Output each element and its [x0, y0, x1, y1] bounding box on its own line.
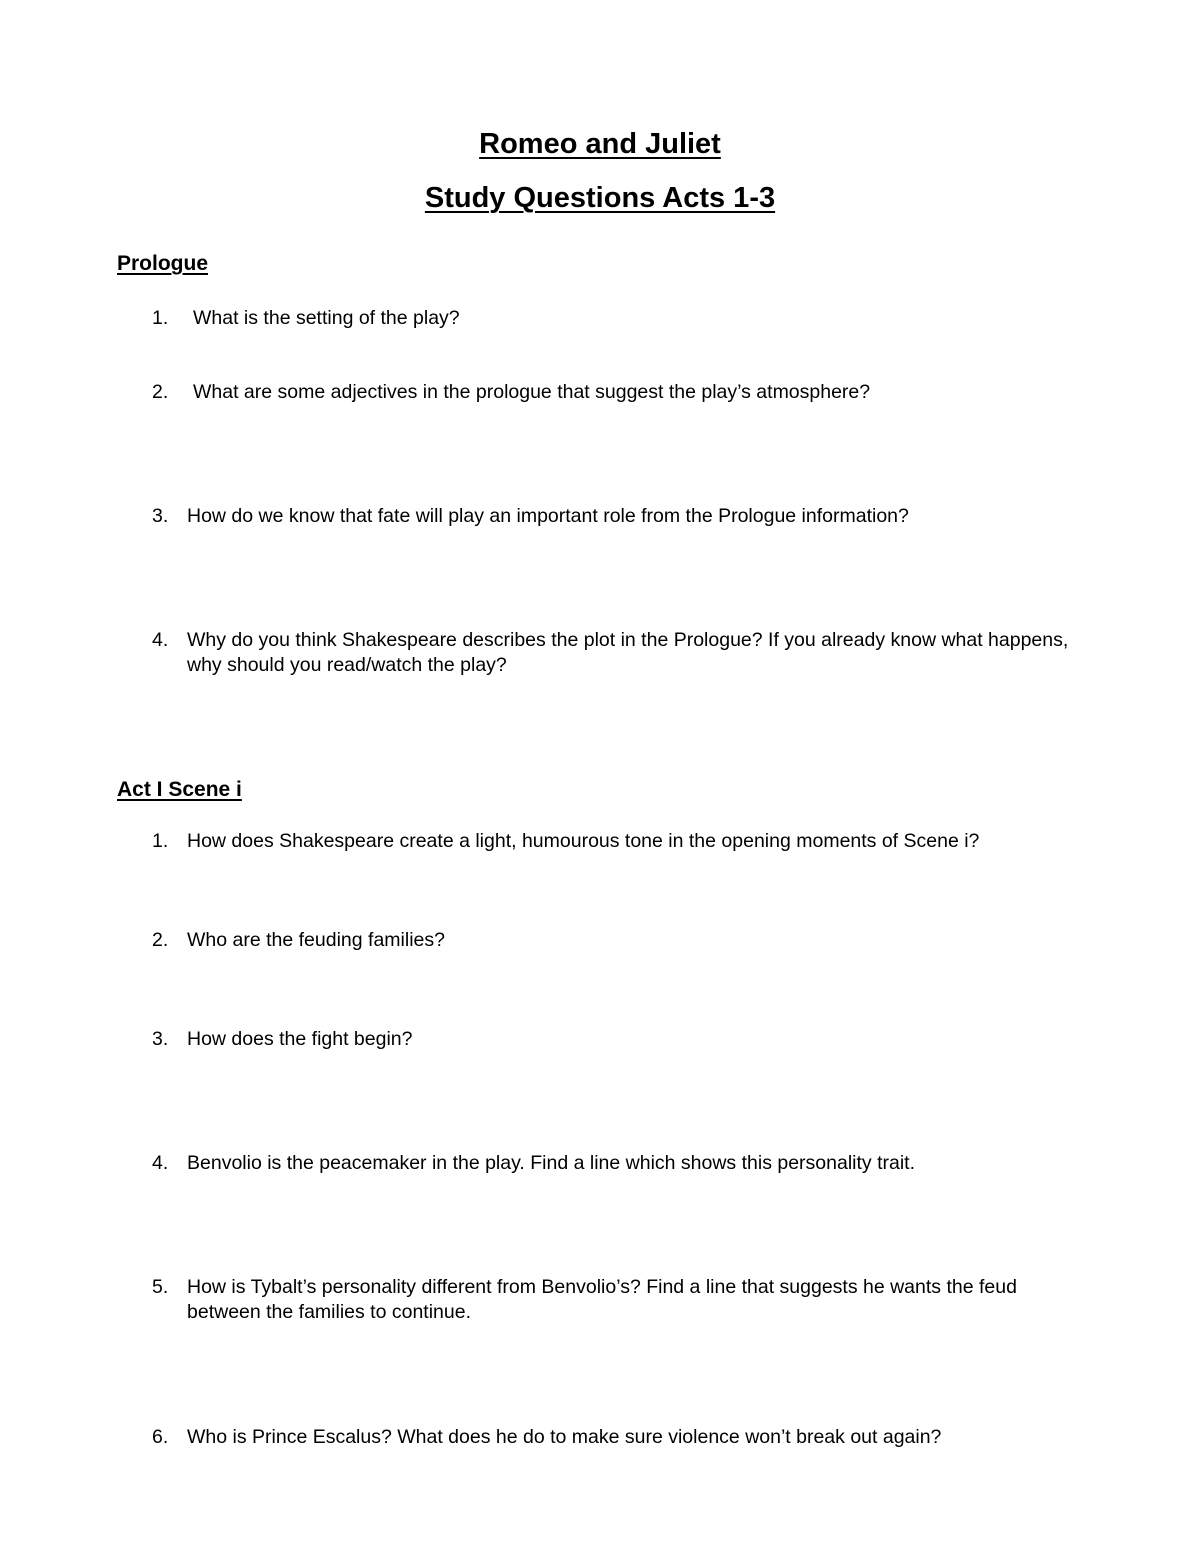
question-number: 5.: [152, 1276, 169, 1298]
question-text: What are some adjectives in the prologue that suggest the play’s atmosphere?: [193, 381, 871, 403]
question-text: How is Tybalt’s personality different from Benvolio’s? Find a line that suggests he wants the feud between the families to continue.: [187, 1276, 1017, 1323]
document-title: Romeo and Juliet: [479, 128, 721, 160]
question-text: Why do you think Shakespeare describes the plot in the Prologue? If you already know what happens, why should you read/watch the play?: [187, 629, 1069, 676]
question-number: 6.: [152, 1426, 169, 1448]
question-text: How do we know that fate will play an important role from the Prologue information?: [187, 505, 909, 527]
document-subtitle: Study Questions Acts 1-3: [424, 182, 776, 214]
section-heading-act-1-scene-1: Act I Scene i: [117, 778, 242, 801]
question-text: How does the fight begin?: [187, 1028, 413, 1050]
question-number: 3.: [152, 505, 169, 527]
question-text: How does Shakespeare create a light, humourous tone in the opening moments of Scene i?: [187, 830, 980, 852]
question-number: 2.: [152, 929, 169, 951]
section-heading-prologue: Prologue: [117, 252, 209, 275]
question-text: Who is Prince Escalus? What does he do to make sure violence won’t break out again?: [187, 1426, 942, 1448]
question-text: What is the setting of the play?: [193, 307, 460, 329]
question-text: Who are the feuding families?: [187, 929, 445, 951]
question-number: 3.: [152, 1028, 169, 1050]
question-number: 1.: [152, 307, 169, 329]
question-text: Benvolio is the peacemaker in the play. Find a line which shows this personality trait.: [187, 1152, 916, 1174]
question-number: 4.: [152, 629, 169, 651]
question-number: 4.: [152, 1152, 169, 1174]
question-number: 2.: [152, 381, 169, 403]
question-number: 1.: [152, 830, 169, 852]
